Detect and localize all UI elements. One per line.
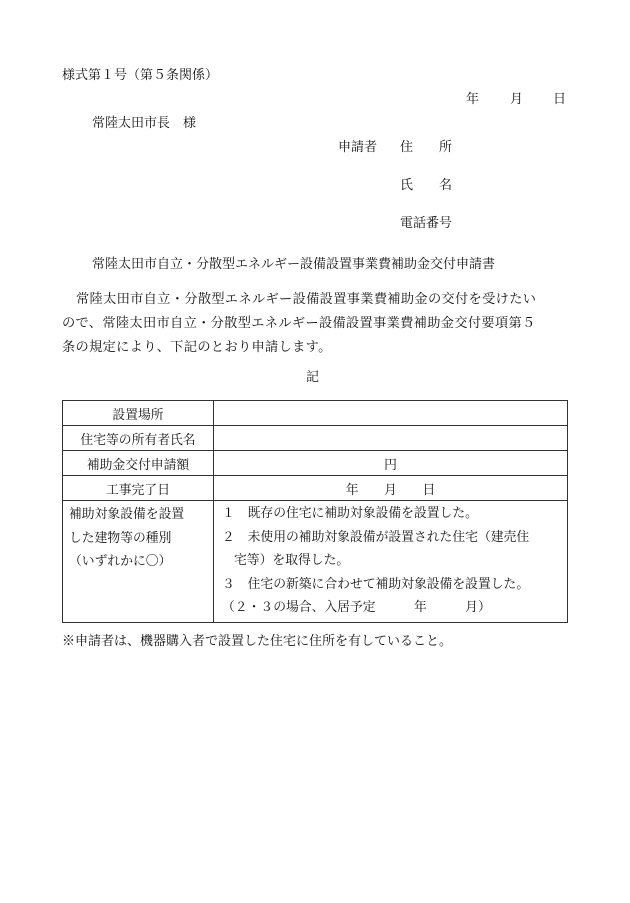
installation-location-field[interactable] (214, 401, 568, 426)
row-label: 工事完了日 (63, 476, 214, 501)
table-row (63, 451, 568, 476)
footnote: ※申請者は、機器購入者で設置した住宅に住所を有していること。 (62, 634, 453, 649)
application-table (62, 400, 568, 623)
body-line: ので、常陸太田市自立・分散型エネルギー設備設置事業費補助金交付要項第５ (62, 316, 536, 331)
option-2[interactable]: ２ 未使用の補助対象設備が設置された住宅（建売住 (222, 529, 530, 545)
date-month-label: 月 (510, 92, 524, 107)
date-day-label: 日 (553, 92, 567, 107)
ki-heading: 記 (306, 370, 320, 385)
form-number: 様式第１号（第５条関係） (62, 68, 219, 83)
body-paragraph (62, 288, 570, 360)
row-label: 住宅等の所有者氏名 (63, 426, 214, 451)
body-line: 条の規定により、下記のとおり申請します。 (62, 340, 332, 355)
table-row (63, 476, 568, 501)
row-label: 設置場所 (63, 401, 214, 426)
name-label: 氏 名 (400, 178, 453, 193)
document-title: 常陸太田市自立・分散型エネルギー設備設置事業費補助金交付申請書 (92, 257, 496, 272)
building-type-options (214, 501, 568, 623)
move-in-note: （２・３の場合、入居予定 年 月） (222, 600, 491, 615)
building-type-label (63, 501, 214, 623)
option-2-continued: 宅等）を取得した。 (234, 553, 350, 568)
phone-label: 電話番号 (400, 216, 453, 231)
table-row (63, 401, 568, 426)
completion-date-field[interactable]: 年 月 日 (214, 476, 568, 501)
date-year-label: 年 (466, 92, 480, 107)
label-line: 補助対象設備を設置 (69, 507, 185, 522)
option-1[interactable]: １ 既存の住宅に補助対象設備を設置した。 (222, 506, 478, 521)
body-line: 常陸太田市自立・分散型エネルギー設備設置事業費補助金の交付を受けたい (76, 292, 537, 307)
addressee: 常陸太田市長 様 (92, 116, 197, 131)
applicant-label: 申請者 (338, 140, 378, 155)
label-line: した建物等の種別 (69, 530, 172, 546)
table-row (63, 426, 568, 451)
row-label: 補助金交付申請額 (63, 451, 214, 476)
requested-amount-field[interactable]: 円 (214, 451, 568, 476)
option-3[interactable]: ３ 住宅の新築に合わせて補助対象設備を設置した。 (222, 576, 530, 592)
owner-name-field[interactable] (214, 426, 568, 451)
address-label: 住 所 (400, 140, 453, 155)
table-row (63, 501, 568, 623)
label-line: （いずれかに〇） (69, 554, 172, 569)
